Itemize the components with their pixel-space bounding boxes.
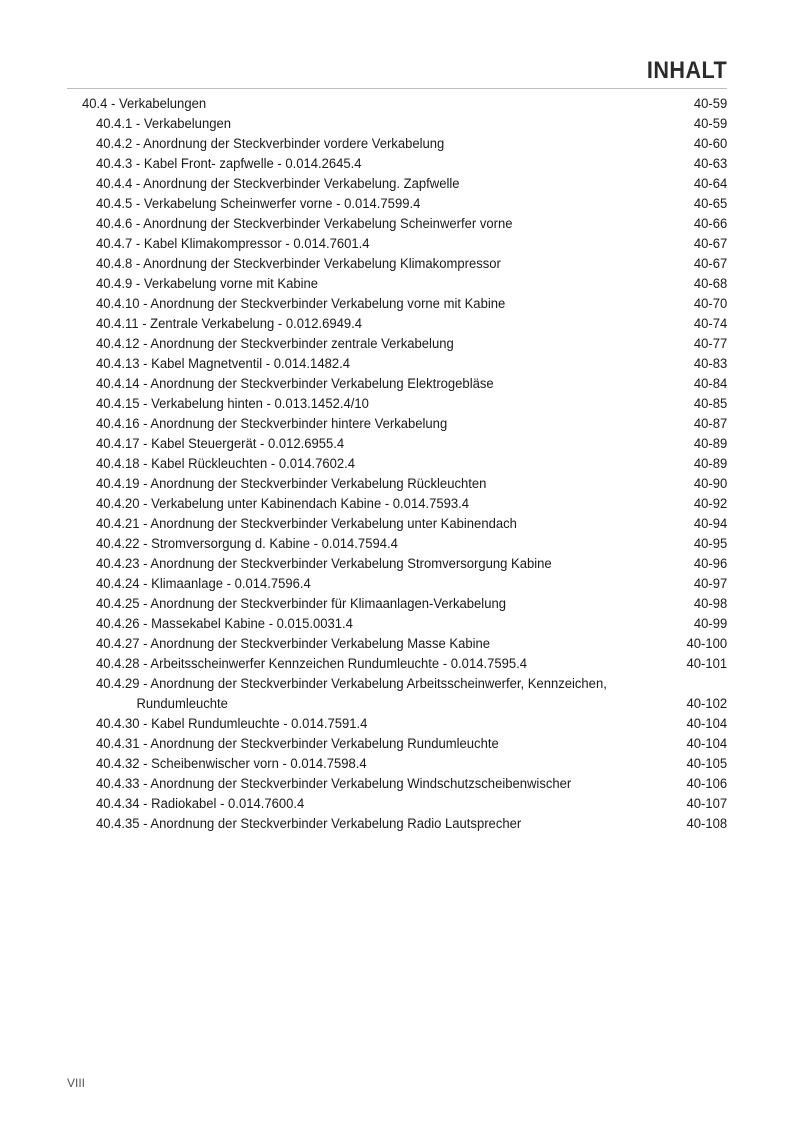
- toc-entry-title: 40.4.16 - Anordnung der Steckverbinder hintere Verkabelung: [96, 416, 448, 432]
- toc-entry[interactable]: [82, 234, 727, 254]
- toc-entry[interactable]: [82, 614, 727, 634]
- toc-entry-title: 40.4.35 - Anordnung der Steckverbinder Verkabelung Radio Lautsprecher: [96, 816, 522, 832]
- toc-entry-page: 40-95: [693, 536, 727, 552]
- toc-entry-page: 40-83: [693, 356, 727, 372]
- toc-entry[interactable]: [82, 474, 727, 494]
- toc-entry-title: 40.4.2 - Anordnung der Steckverbinder vordere Verkabelung: [96, 136, 445, 152]
- toc-entry-title: 40.4.13 - Kabel Magnetventil - 0.014.1482.4: [96, 356, 350, 372]
- toc-entry-page: 40-108: [686, 816, 727, 832]
- toc-entry-title: 40.4.29 - Anordnung der Steckverbinder Verkabelung Arbeitsscheinwerfer, Kennzeichen,: [96, 676, 607, 692]
- toc-entry-title: 40.4.20 - Verkabelung unter Kabinendach Kabine - 0.014.7593.4: [96, 496, 470, 512]
- toc-entry-title: 40.4.1 - Verkabelungen: [96, 116, 231, 132]
- toc-entry-title: 40.4.26 - Massekabel Kabine - 0.015.0031.4: [96, 616, 353, 632]
- toc-entry-page: 40-90: [693, 476, 727, 492]
- toc-entry-title: 40.4.17 - Kabel Steuergerät - 0.012.6955.4: [96, 436, 345, 452]
- toc-entry-page: 40-63: [693, 156, 727, 172]
- toc-entry-page: 40-74: [693, 316, 727, 332]
- toc-entry[interactable]: [82, 594, 727, 614]
- toc-entry[interactable]: [82, 94, 727, 114]
- table-of-contents: [82, 94, 727, 834]
- toc-entry-page: 40-89: [693, 436, 727, 452]
- toc-entry[interactable]: [82, 154, 727, 174]
- toc-entry[interactable]: [82, 374, 727, 394]
- toc-entry-page: 40-85: [693, 396, 727, 412]
- toc-entry-page: 40-84: [693, 376, 727, 392]
- toc-entry-page: 40-104: [686, 716, 727, 732]
- toc-entry-title: 40.4.12 - Anordnung der Steckverbinder zentrale Verkabelung: [96, 336, 454, 352]
- toc-entry[interactable]: [82, 354, 727, 374]
- toc-entry-page: 40-77: [693, 336, 727, 352]
- toc-entry-title: 40.4.33 - Anordnung der Steckverbinder Verkabelung Windschutzscheibenwischer: [96, 776, 572, 792]
- toc-entry-title: 40.4.22 - Stromversorgung d. Kabine - 0.014.7594.4: [96, 536, 398, 552]
- toc-entry-page: 40-89: [693, 456, 727, 472]
- toc-entry[interactable]: [82, 434, 727, 454]
- toc-entry-page: 40-99: [693, 616, 727, 632]
- toc-entry-title: 40.4.24 - Klimaanlage - 0.014.7596.4: [96, 576, 311, 592]
- toc-entry[interactable]: [82, 814, 727, 834]
- toc-entry[interactable]: [82, 754, 727, 774]
- toc-entry-page: 40-105: [686, 756, 727, 772]
- page-header: [67, 54, 727, 89]
- toc-entry[interactable]: [82, 734, 727, 754]
- toc-entry-page: 40-68: [693, 276, 727, 292]
- toc-entry-title: 40.4.27 - Anordnung der Steckverbinder Verkabelung Masse Kabine: [96, 636, 491, 652]
- toc-entry[interactable]: [82, 534, 727, 554]
- toc-entry-page: 40-96: [693, 556, 727, 572]
- toc-entry-title: 40.4.10 - Anordnung der Steckverbinder Verkabelung vorne mit Kabine: [96, 296, 506, 312]
- toc-entry-page: 40-98: [693, 596, 727, 612]
- toc-entry-page: 40-64: [693, 176, 727, 192]
- toc-entry-page: 40-100: [686, 636, 727, 652]
- toc-entry-title: 40.4 - Verkabelungen: [82, 96, 207, 112]
- toc-entry-title: 40.4.32 - Scheibenwischer vorn - 0.014.7598.4: [96, 756, 367, 772]
- toc-entry[interactable]: [82, 574, 727, 594]
- toc-entry[interactable]: [82, 494, 727, 514]
- toc-entry-page: 40-67: [693, 236, 727, 252]
- toc-entry-page: 40-59: [693, 96, 727, 112]
- toc-entry[interactable]: [82, 334, 727, 354]
- toc-entry[interactable]: [82, 174, 727, 194]
- toc-entry[interactable]: [82, 134, 727, 154]
- toc-entry-title: 40.4.4 - Anordnung der Steckverbinder Verkabelung. Zapfwelle: [96, 176, 460, 192]
- toc-entry-title: 40.4.34 - Radiokabel - 0.014.7600.4: [96, 796, 305, 812]
- toc-entry[interactable]: [82, 214, 727, 234]
- toc-entry-title: 40.4.9 - Verkabelung vorne mit Kabine: [96, 276, 319, 292]
- toc-entry-title: 40.4.3 - Kabel Front- zapfwelle - 0.014.2645.4: [96, 156, 362, 172]
- toc-entry-page: 40-66: [693, 216, 727, 232]
- toc-entry[interactable]: [82, 774, 727, 794]
- toc-entry[interactable]: [82, 254, 727, 274]
- toc-entry[interactable]: [82, 194, 727, 214]
- toc-entry-page: 40-101: [686, 656, 727, 672]
- toc-entry[interactable]: [82, 294, 727, 314]
- toc-entry-title: 40.4.19 - Anordnung der Steckverbinder Verkabelung Rückleuchten: [96, 476, 487, 492]
- toc-entry-page: 40-106: [686, 776, 727, 792]
- toc-entry-title: 40.4.6 - Anordnung der Steckverbinder Verkabelung Scheinwerfer vorne: [96, 216, 513, 232]
- toc-entry-page: 40-107: [686, 796, 727, 812]
- toc-entry-title: 40.4.5 - Verkabelung Scheinwerfer vorne - 0.014.7599.4: [96, 196, 421, 212]
- toc-entry-title: 40.4.8 - Anordnung der Steckverbinder Verkabelung Klimakompressor: [96, 256, 501, 272]
- toc-entry-page: 40-94: [693, 516, 727, 532]
- page-heading: INHALT: [646, 57, 727, 84]
- toc-entry[interactable]: [82, 314, 727, 334]
- toc-entry-page: 40-67: [693, 256, 727, 272]
- toc-entry-page: 40-87: [693, 416, 727, 432]
- toc-entry-page: 40-60: [693, 136, 727, 152]
- toc-entry-title: 40.4.23 - Anordnung der Steckverbinder Verkabelung Stromversorgung Kabine: [96, 556, 552, 572]
- toc-entry-page: 40-65: [693, 196, 727, 212]
- toc-entry-page: 40-102: [686, 696, 727, 712]
- toc-entry-title: 40.4.7 - Kabel Klimakompressor - 0.014.7601.4: [96, 236, 370, 252]
- page-number: VIII: [67, 1076, 86, 1090]
- toc-entry[interactable]: [82, 514, 727, 534]
- toc-entry[interactable]: [82, 654, 727, 674]
- toc-entry-title: 40.4.15 - Verkabelung hinten - 0.013.1452.4/10: [96, 396, 369, 412]
- toc-entry-page: 40-59: [693, 116, 727, 132]
- toc-entry-title: 40.4.14 - Anordnung der Steckverbinder Verkabelung Elektrogebläse: [96, 376, 494, 392]
- toc-entry[interactable]: [82, 394, 727, 414]
- toc-entry-page: 40-104: [686, 736, 727, 752]
- toc-entry[interactable]: [82, 414, 727, 434]
- toc-entry-title-continuation: Rundumleuchte: [136, 696, 228, 712]
- toc-entry-page: 40-97: [693, 576, 727, 592]
- toc-entry[interactable]: [82, 674, 727, 714]
- toc-entry[interactable]: [82, 454, 727, 474]
- toc-entry[interactable]: [82, 714, 727, 734]
- toc-entry[interactable]: [82, 274, 727, 294]
- toc-entry-title: 40.4.21 - Anordnung der Steckverbinder Verkabelung unter Kabinendach: [96, 516, 517, 532]
- toc-entry-title: 40.4.11 - Zentrale Verkabelung - 0.012.6949.4: [96, 316, 363, 332]
- toc-entry-title: 40.4.30 - Kabel Rundumleuchte - 0.014.7591.4: [96, 716, 368, 732]
- toc-entry-page: 40-92: [693, 496, 727, 512]
- toc-entry-title: 40.4.28 - Arbeitsscheinwerfer Kennzeichen Rundumleuchte - 0.014.7595.4: [96, 656, 528, 672]
- toc-entry[interactable]: [82, 794, 727, 814]
- toc-entry[interactable]: [82, 634, 727, 654]
- toc-entry[interactable]: [82, 554, 727, 574]
- toc-entry[interactable]: [82, 114, 727, 134]
- toc-entry-title: 40.4.18 - Kabel Rückleuchten - 0.014.7602.4: [96, 456, 356, 472]
- toc-entry-title: 40.4.25 - Anordnung der Steckverbinder für Klimaanlagen-Verkabelung: [96, 596, 506, 612]
- toc-entry-title: 40.4.31 - Anordnung der Steckverbinder Verkabelung Rundumleuchte: [96, 736, 499, 752]
- toc-entry-page: 40-70: [693, 296, 727, 312]
